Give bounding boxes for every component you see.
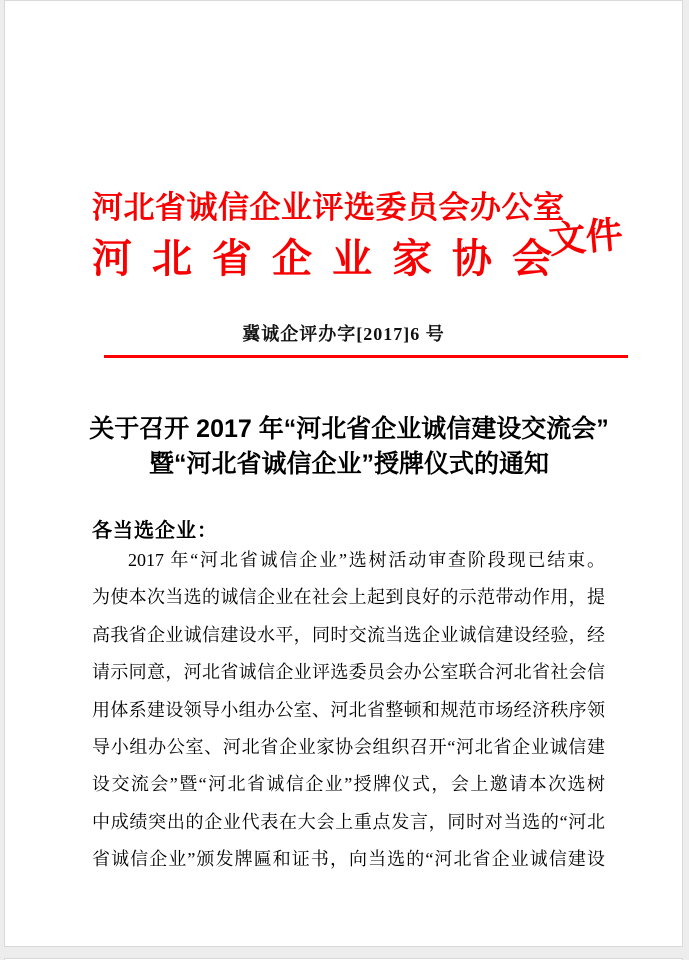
body-line: 中成绩突出的企业代表在大会上重点发言，同时对当选的“河北 (92, 811, 605, 832)
document-word-label: 文件 (547, 213, 625, 262)
notice-title-line2: 暨“河北省诚信企业”授牌仪式的通知 (148, 450, 549, 478)
notice-title-line1: 关于召开 2017 年“河北省企业诚信建设交流会” (89, 415, 609, 443)
body-line: 设交流会”暨“河北省诚信企业”授牌仪式，会上邀请本次选树 (92, 774, 605, 795)
doc-number: 冀诚企评办字[2017]6 号 (242, 324, 445, 344)
org-name-line2: 河 北 省 企 业 家 协 会 (92, 237, 552, 281)
red-separator-line (104, 355, 628, 358)
org-name-line1: 河北省诚信企业评选委员会办公室 (92, 190, 565, 225)
body-paragraph (92, 542, 605, 879)
notice-title (45, 412, 653, 482)
body-line: 导小组办公室、河北省企业家协会组织召开“河北省企业诚信建 (92, 737, 605, 758)
body-line: 2017 年“河北省诚信企业”选树活动审查阶段现已结束。 (128, 550, 605, 570)
body-line: 省诚信企业”颁发牌匾和证书，向当选的“河北省企业诚信建设 (92, 849, 605, 870)
body-line: 用体系建设领导小组办公室、河北省整顿和规范市场经济秩序领 (92, 699, 605, 720)
body-line: 为使本次当选的诚信企业在社会上起到良好的示范带动作用，提 (92, 587, 605, 608)
salutation: 各当选企业： (92, 520, 218, 542)
body-line: 高我省企业诚信建设水平，同时交流当选企业诚信建设经验，经 (92, 624, 605, 645)
body-line: 请示同意，河北省诚信企业评选委员会办公室联合河北省社会信 (92, 662, 605, 683)
document-page (4, 0, 683, 947)
